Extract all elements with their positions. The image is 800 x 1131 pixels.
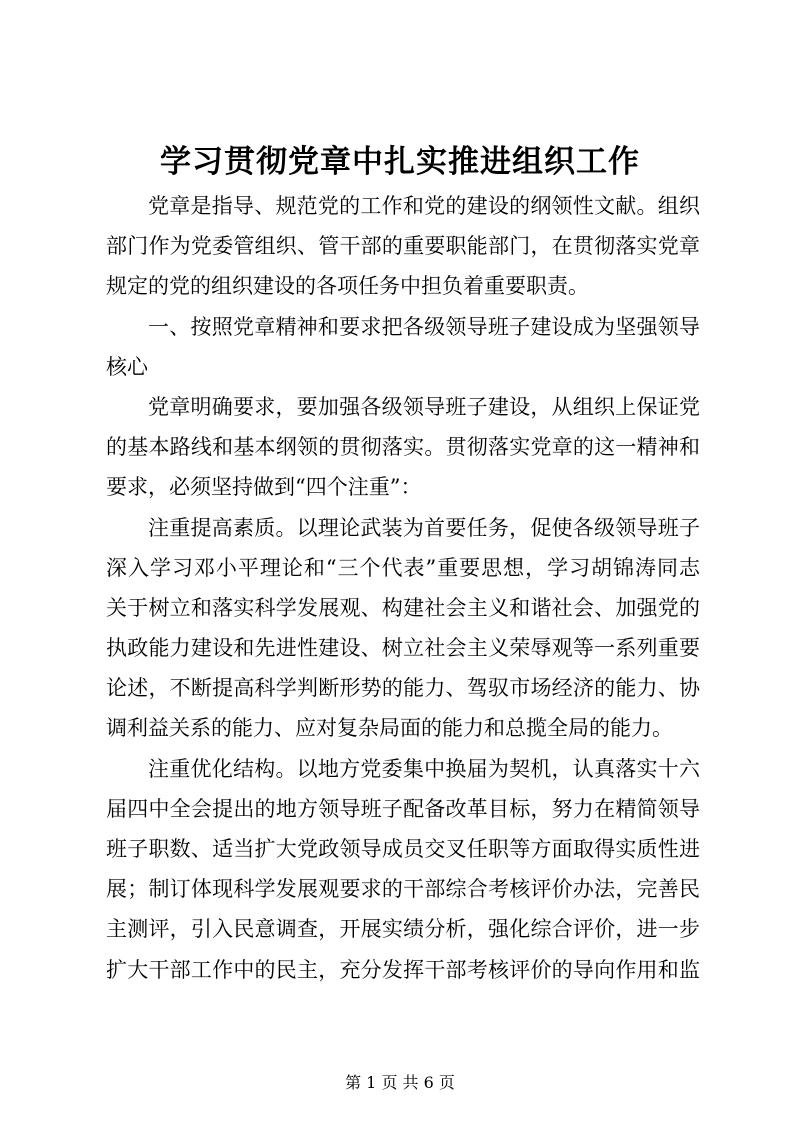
paragraph-line: 主测评，引入民意调查，开展实绩分析，强化综合评价，进一步 [106,917,700,942]
paragraph-line: 调利益关系的能力、应对复杂局面的能力和总揽全局的能力。 [106,716,673,741]
paragraph-line: 关于树立和落实科学发展观、构建社会主义和谐社会、加强党的 [106,595,700,620]
paragraph-line: 部门作为党委管组织、管干部的重要职能部门，在贯彻落实党章 [106,234,700,259]
document-body [106,186,700,990]
paragraph-line: 党章明确要求，要加强各级领导班子建设，从组织上保证党 [148,394,700,419]
paragraph-line: 执政能力建设和先进性建设、树立社会主义荣辱观等一系列重要 [106,636,700,661]
paragraph-line: 论述，不断提高科学判断形势的能力、驾驭市场经济的能力、协 [106,676,700,701]
paragraph-line: 规定的党的组织建设的各项任务中担负着重要职责。 [106,274,589,299]
paragraph-line: 届四中全会提出的地方领导班子配备改革目标，努力在精简领导 [106,796,700,821]
paragraph-line: 扩大干部工作中的民主，充分发挥干部考核评价的导向作用和监 [106,957,700,982]
paragraph-line: 党章是指导、规范党的工作和党的建设的纲领性文献。组织 [148,194,700,218]
paragraph-line: 展；制订体现科学发展观要求的干部综合考核评价办法，完善民 [106,877,700,902]
paragraph-line: 的基本路线和基本纲领的贯彻落实。贯彻落实党章的这一精神和 [106,435,700,460]
section-heading-line: 核心 [106,354,148,379]
paragraph-line: 深入学习邓小平理论和“三个代表”重要思想，学习胡锦涛同志 [106,555,700,580]
page-number-footer: 第 1 页 共 6 页 [345,1073,455,1092]
section-heading-line: 一、按照党章精神和要求把各级领导班子建设成为坚强领导 [148,314,700,339]
document-title: 学习贯彻党章中扎实推进组织工作 [160,144,640,180]
paragraph-line: 要求，必须坚持做到“四个注重”： [106,475,422,500]
paragraph-line: 注重提高素质。以理论武装为首要任务，促使各级领导班子 [148,515,700,540]
paragraph-line: 班子职数、适当扩大党政领导成员交叉任职等方面取得实质性进 [106,837,700,861]
paragraph-line: 注重优化结构。以地方党委集中换届为契机，认真落实十六 [148,756,700,781]
